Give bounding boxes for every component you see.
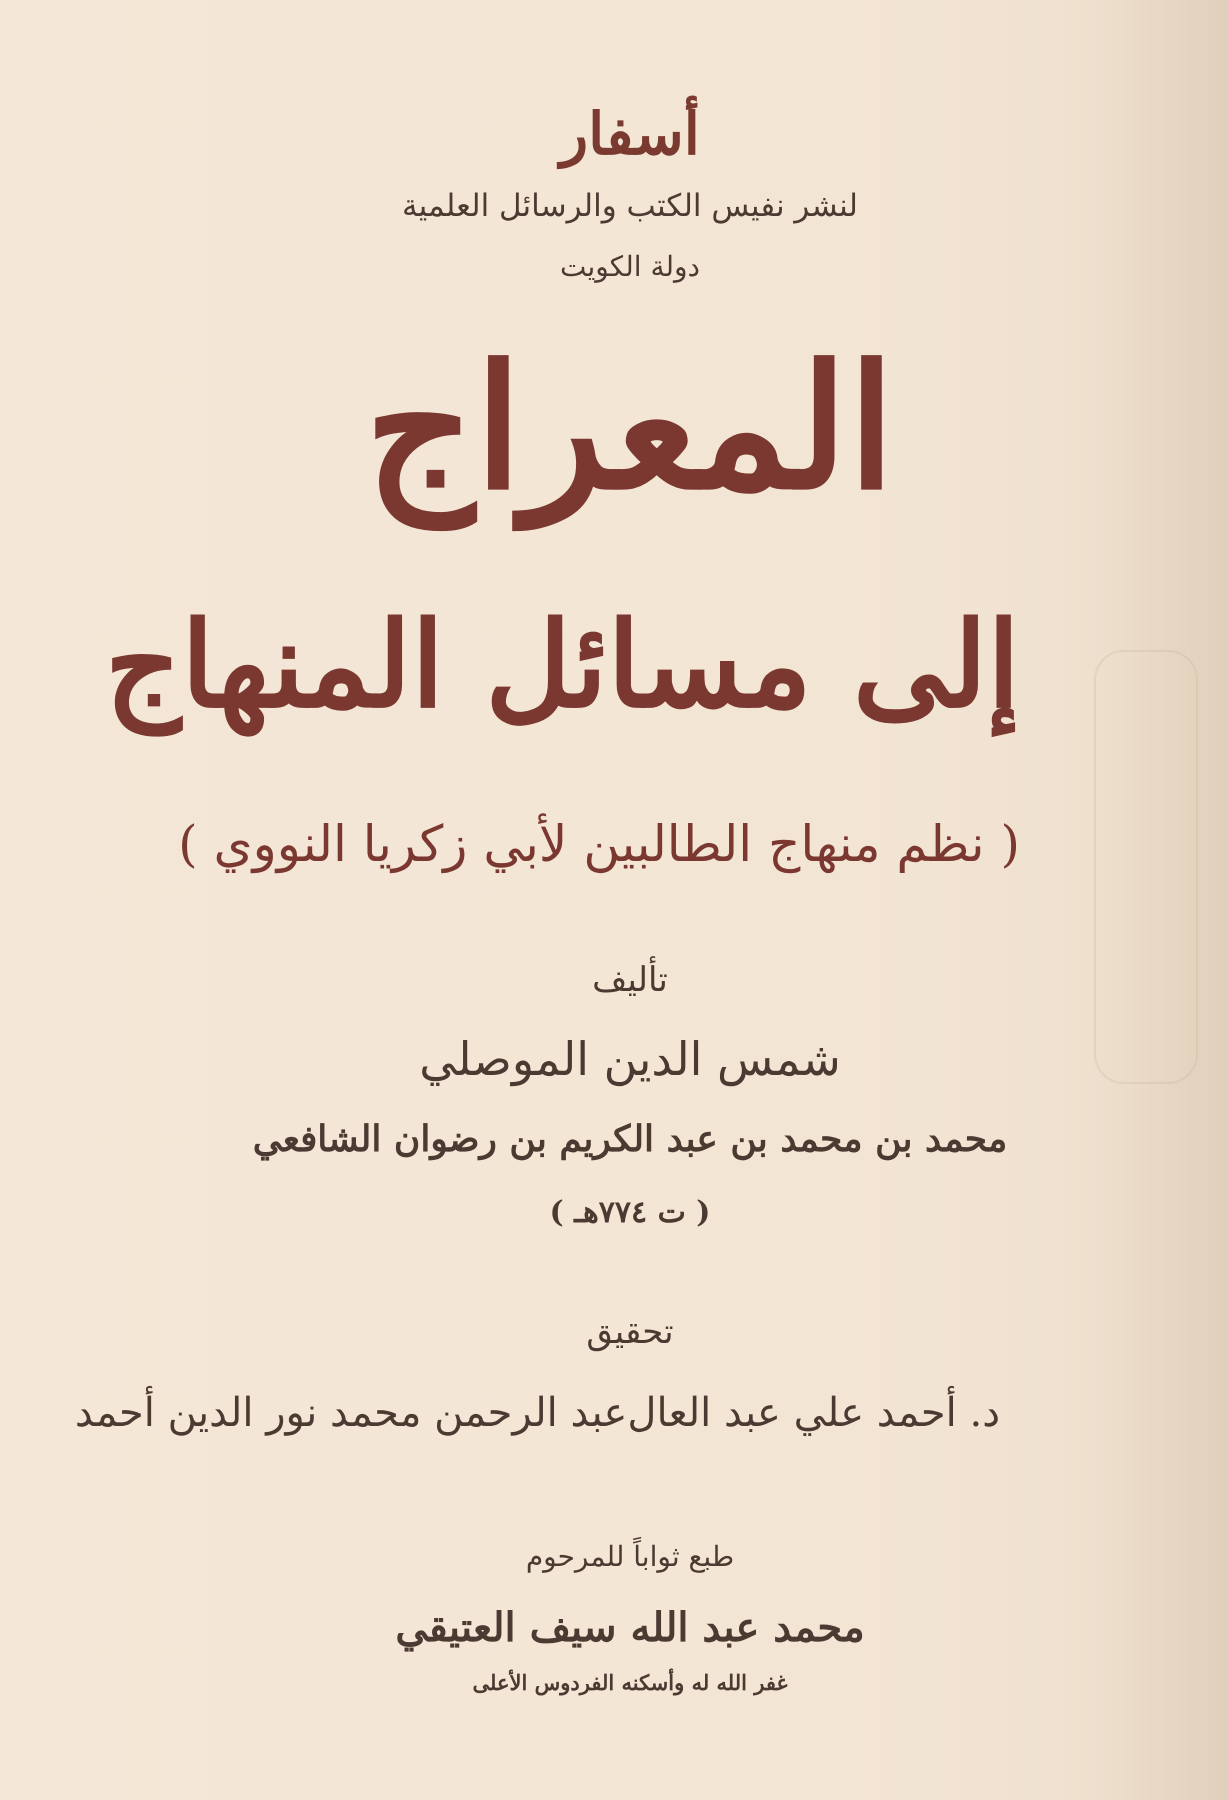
editing-label: تحقيق [586, 1312, 674, 1352]
editor-left: عبد الرحمن محمد نور الدين أحمد [74, 1390, 628, 1436]
publisher-name: أسفار [560, 100, 700, 168]
dedication-label: طبع ثواباً للمرحوم [525, 1540, 735, 1573]
author-death-date: ( ت ٧٧٤هـ ) [549, 1195, 711, 1230]
book-title-line1: المعراج [364, 328, 896, 528]
dedication-prayer: غفر الله له وأسكنه الفردوس الأعلى [472, 1670, 788, 1695]
book-title-line2: إلى مسائل المنهاج [105, 595, 1020, 734]
author-name: شمس الدين الموصلي [419, 1032, 841, 1086]
bleed-ornament-frame [1094, 650, 1198, 1084]
book-subtitle: ( نظم منهاج الطالبين لأبي زكريا النووي ) [178, 815, 1020, 873]
author-label: تأليف [592, 960, 668, 1000]
author-full-name: محمد بن محمد بن عبد الكريم بن رضوان الشافعي [252, 1118, 1008, 1160]
dedication-name: محمد عبد الله سيف العتيقي [395, 1604, 865, 1651]
title-column [74, 0, 1020, 1800]
editors-row [74, 1390, 1020, 1436]
publisher-tagline: لنشر نفيس الكتب والرسائل العلمية [402, 188, 858, 224]
editor-right: د. أحمد علي عبد العال [627, 1390, 1000, 1436]
publisher-country: دولة الكويت [560, 250, 700, 283]
